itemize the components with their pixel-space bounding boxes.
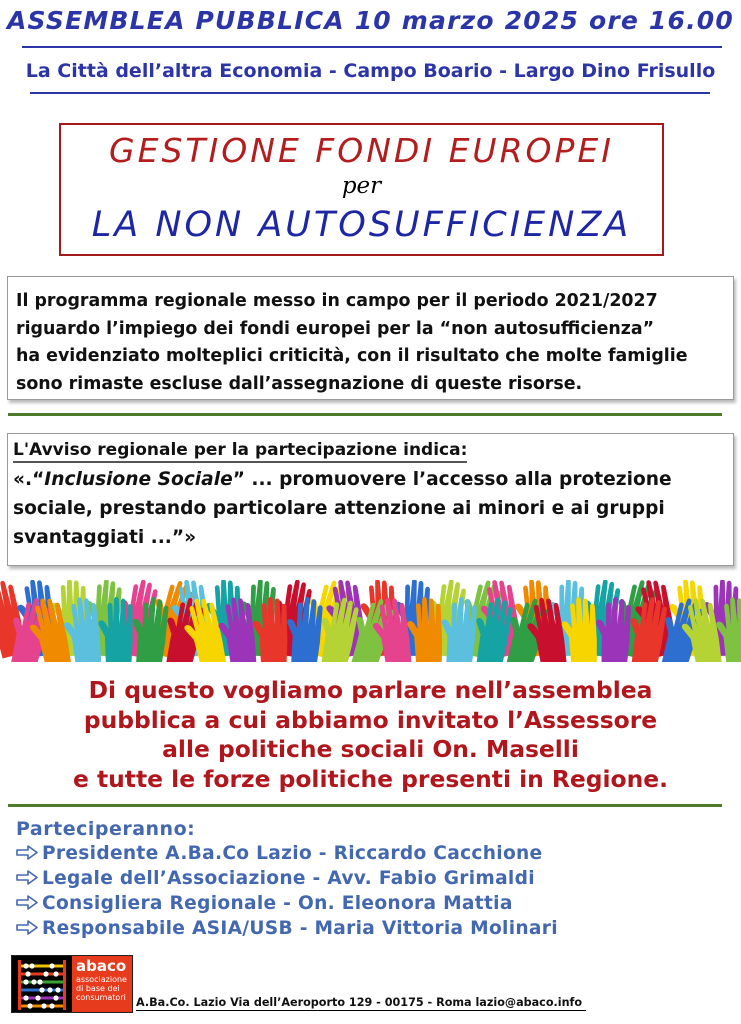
header-divider-bottom <box>30 92 710 94</box>
section-divider-1 <box>8 413 722 416</box>
title-box <box>59 123 664 256</box>
header-divider-top <box>22 46 722 48</box>
participant-item <box>16 843 542 864</box>
title-line-1: GESTIONE FONDI EUROPEI <box>109 131 614 170</box>
footer-contact: A.Ba.Co. Lazio Via dell’Aeroporto 129 - 00175 - Roma lazio@abaco.info <box>136 996 586 1011</box>
avviso-quote-title: Inclusione Sociale <box>44 469 233 490</box>
avviso-box <box>7 433 734 566</box>
event-title: ASSEMBLEA PUBBLICA 10 marzo 2025 ore 16.00 <box>7 6 734 35</box>
participant-item <box>16 893 513 914</box>
raised-hands-illustration <box>0 580 741 662</box>
avviso-quote <box>13 465 733 552</box>
abaco-logo <box>11 955 133 1013</box>
participant-label: Presidente A.Ba.Co Lazio - Riccardo Cacchione <box>42 843 543 864</box>
right-arrow-outline-icon <box>16 870 38 885</box>
participant-label: Consigliera Regionale - On. Eleonora Mattia <box>42 893 513 914</box>
avviso-quote-body: ” ... promuovere l’accesso alla protezione sociale, prestando particolare attenzione ai minori e ai gruppi svantaggiati ...”» <box>13 469 672 548</box>
title-connector: per <box>341 173 382 199</box>
avviso-heading: L'Avviso regionale per la partecipazione indica: <box>13 440 467 463</box>
invitation-message: Di questo vogliamo parlare nell’assemblea pubblica a cui abbiamo invitato l’Assessore alle politiche sociali On. Maselli e tutte le forze politiche presenti in Regione. <box>72 676 669 793</box>
right-arrow-outline-icon <box>16 845 38 860</box>
event-venue: La Città dell’altra Economia - Campo Boario - Largo Dino Frisullo <box>25 60 716 82</box>
intro-text: Il programma regionale messo in campo per il periodo 2021/2027 riguardo l’impiego dei fondi europei per la “non autosufficienza” ha evidenziato molteplici criticità, con il risultato che molte famiglie sono rimaste escluse dall’assegnazione di queste risorse. <box>16 291 688 394</box>
logo-subtitle: associazione di base dei consumatori <box>76 975 127 1002</box>
participant-item <box>16 918 558 939</box>
participant-label: Legale dell’Associazione - Avv. Fabio Grimaldi <box>42 868 535 889</box>
participant-label: Responsabile ASIA/USB - Maria Vittoria Molinari <box>42 918 558 939</box>
avviso-quote-open: «.“ <box>13 469 45 490</box>
section-divider-2 <box>8 804 722 807</box>
right-arrow-outline-icon <box>16 895 38 910</box>
intro-box <box>7 276 734 400</box>
right-arrow-outline-icon <box>16 920 38 935</box>
logo-name: abaco <box>76 957 127 975</box>
participant-item <box>16 868 535 889</box>
abacus-icon <box>12 956 72 1012</box>
title-line-2: LA NON AUTOSUFFICIENZA <box>91 205 632 245</box>
participants-heading: Parteciperanno: <box>16 818 196 840</box>
logo-text <box>72 956 132 1012</box>
